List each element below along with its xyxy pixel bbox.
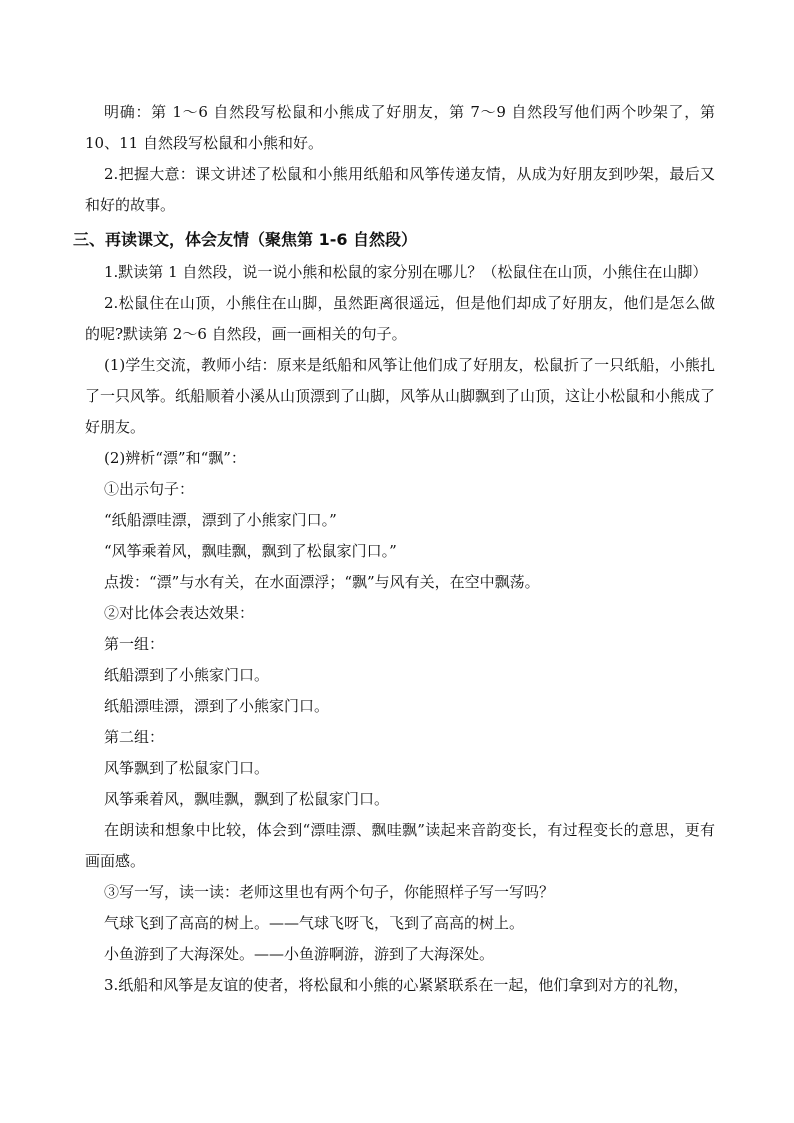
paragraph-compare: ②对比体会表达效果： — [104, 604, 255, 622]
quote-sentence-2: “风筝乘着风，飘哇飘，飘到了松鼠家门口。” — [104, 542, 397, 560]
group-1-sentence-b: 纸船漂哇漂，漂到了小熊家门口。 — [104, 697, 330, 715]
example-fish: 小鱼游到了大海深处。——小鱼游啊游，游到了大海深处。 — [104, 945, 495, 963]
paragraph-question-1: 1.默读第 1 自然段，说一说小熊和松鼠的家分别在哪儿？（松鼠住在山顶，小熊住在山脚） — [104, 263, 708, 281]
paragraph-hint: 点拨：“漂”与水有关，在水面漂浮；“飘”与风有关，在空中飘荡。 — [104, 573, 540, 591]
quote-sentence-1: “纸船漂哇漂，漂到了小熊家门口。” — [104, 511, 337, 529]
paragraph-summary: 明确：第 1～6 自然段写松鼠和小熊成了好朋友，第 7～9 自然段写他们两个吵架了，第 10、11 自然段写松鼠和小熊和好。 — [85, 103, 715, 152]
paragraph-distinguish: (2)辨析“漂”和“飘”： — [104, 449, 246, 467]
paragraph-teacher-summary: (1)学生交流，教师小结：原来是纸船和风筝让他们成了好朋友，松鼠折了一只纸船，小熊扎了一只风筝。纸船顺着小溪从山顶漂到了山脚，风筝从山脚飘到了山顶，这让小松鼠和小熊成了好朋友。 — [85, 356, 716, 436]
group-2-label: 第二组： — [104, 728, 165, 746]
document-body — [73, 97, 716, 1001]
paragraph-question-2: 2.松鼠住在山顶，小熊住在山脚，虽然距离很遥远，但是他们却成了好朋友，他们是怎么做的呢?默读第 2～6 自然段，画一画相关的句子。 — [85, 294, 715, 343]
example-balloon: 气球飞到了高高的树上。——气球飞呀飞，飞到了高高的树上。 — [104, 914, 525, 932]
group-2-sentence-a: 风筝飘到了松鼠家门口。 — [104, 759, 270, 777]
paragraph-reading-compare: 在朗读和想象中比较，体会到“漂哇漂、飘哇飘”读起来音韵变长，有过程变长的意思，更有画面感。 — [85, 821, 715, 870]
group-1-label: 第一组： — [104, 635, 165, 653]
group-2-sentence-b: 风筝乘着风，飘哇飘，飘到了松鼠家门口。 — [104, 790, 390, 808]
paragraph-write-read: ③写一写，读一读：老师这里也有两个句子，你能照样子写一写吗？ — [104, 883, 555, 901]
paragraph-messengers: 3.纸船和风筝是友谊的使者，将松鼠和小熊的心紧紧联系在一起，他们拿到对方的礼物， — [104, 976, 689, 994]
section-heading: 三、再读课文，体会友情（聚焦第 1-6 自然段） — [73, 230, 418, 249]
group-1-sentence-a: 纸船漂到了小熊家门口。 — [104, 666, 270, 684]
paragraph-main-idea: 2.把握大意：课文讲述了松鼠和小熊用纸船和风筝传递友情，从成为好朋友到吵架，最后又和好的故事。 — [85, 165, 715, 214]
paragraph-show-sentences: ①出示句子： — [104, 480, 195, 498]
